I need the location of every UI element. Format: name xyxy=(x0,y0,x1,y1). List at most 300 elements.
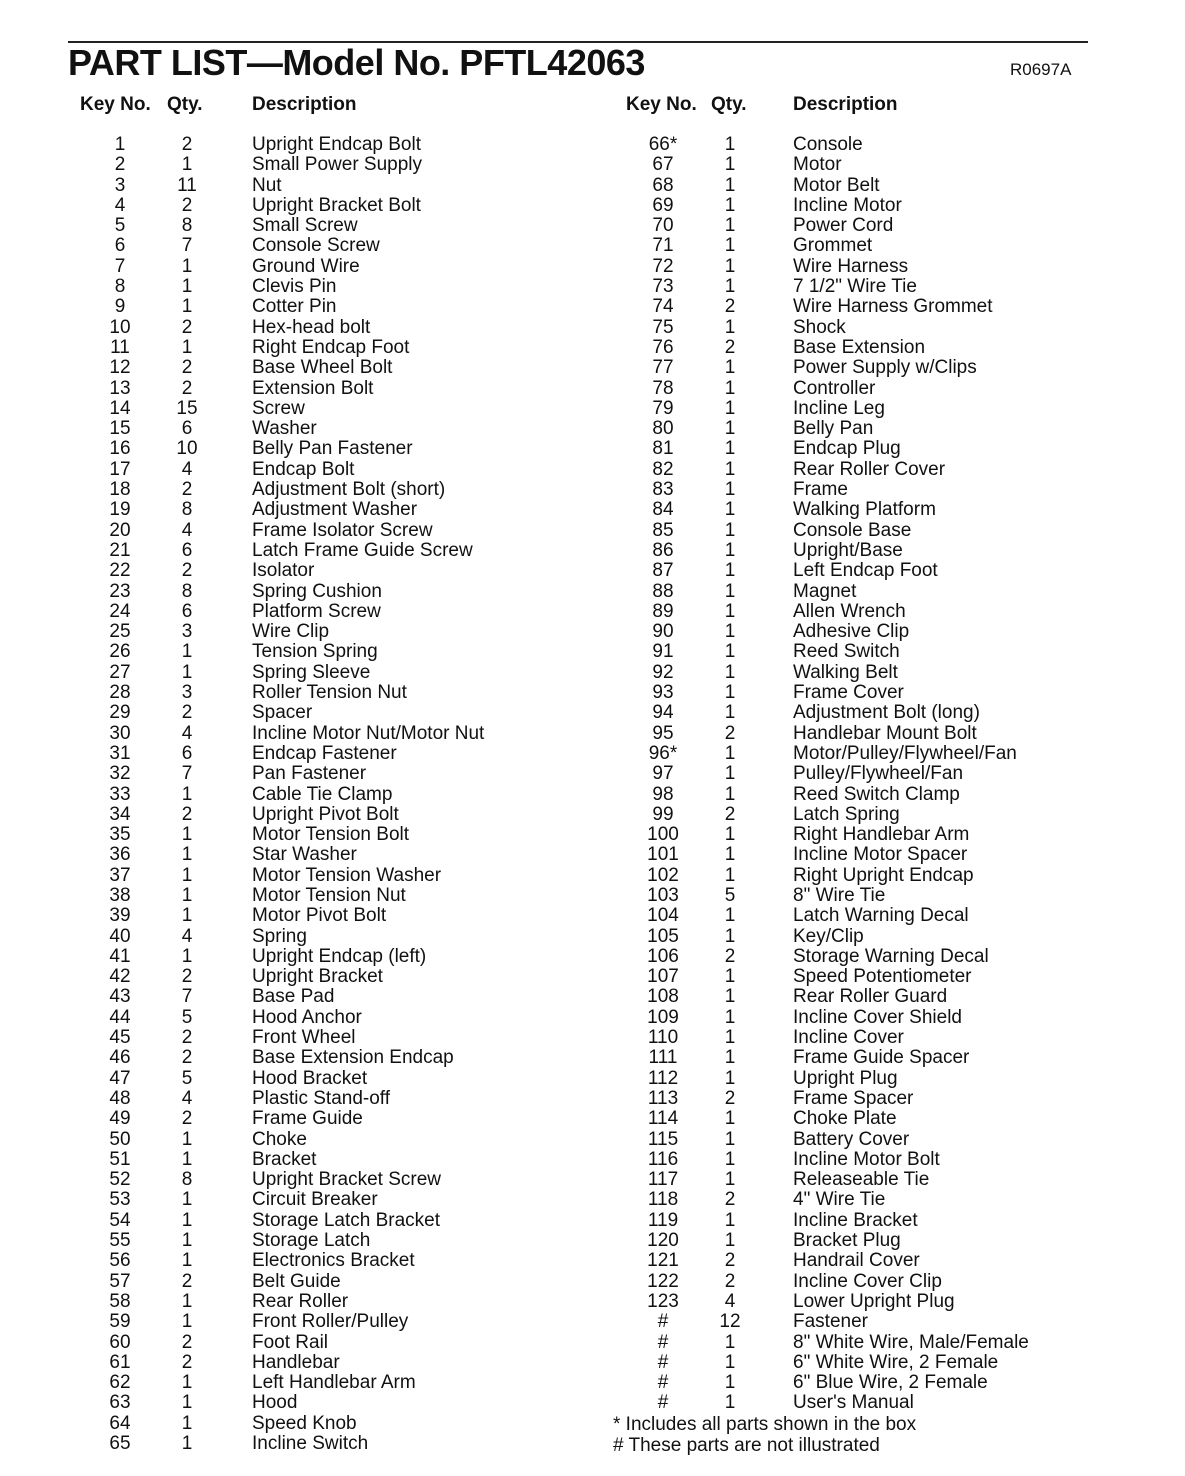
part-qty: 1 xyxy=(724,1209,736,1231)
part-qty: 1 xyxy=(724,316,736,338)
part-description: Rear Roller Guard xyxy=(793,986,948,1008)
part-key-no: 11 xyxy=(110,336,130,358)
part-qty: 2 xyxy=(181,316,193,338)
part-qty: 1 xyxy=(181,1290,193,1312)
part-description: Magnet xyxy=(793,580,857,602)
part-key-no: 46 xyxy=(109,1047,131,1069)
part-description: Console xyxy=(793,134,863,155)
part-key-no: 81 xyxy=(652,438,674,460)
part-description: Storage Latch Bracket xyxy=(252,1209,440,1231)
part-key-no: 9 xyxy=(114,296,126,318)
part-description: Storage Warning Decal xyxy=(793,945,989,967)
part-description: Latch Frame Guide Screw xyxy=(252,539,473,561)
part-key-no: 25 xyxy=(109,621,131,643)
part-key-no: 87 xyxy=(652,560,674,582)
part-qty: 1 xyxy=(724,621,736,643)
part-key-no: 14 xyxy=(109,397,131,419)
part-key-no: 8 xyxy=(114,276,126,298)
part-description: Frame Isolator Screw xyxy=(252,519,433,541)
part-key-no: 109 xyxy=(647,1006,679,1028)
part-key-no: # xyxy=(657,1351,669,1373)
part-key-no: 24 xyxy=(109,600,131,622)
header-key-right: Key No. xyxy=(626,94,697,115)
part-key-no: 56 xyxy=(109,1250,131,1272)
part-qty: 1 xyxy=(724,702,736,724)
part-key-no: 42 xyxy=(109,966,131,988)
part-description: Walking Platform xyxy=(793,499,936,521)
part-description: Motor Tension Nut xyxy=(252,884,406,906)
part-qty: 1 xyxy=(724,1027,736,1049)
part-description: 4" Wire Tie xyxy=(793,1189,886,1211)
header-desc-left: Description xyxy=(252,94,357,115)
part-qty: 8 xyxy=(181,580,193,602)
part-key-no: 85 xyxy=(652,519,674,541)
part-description: Base Extension Endcap xyxy=(252,1047,454,1069)
part-description: Motor Pivot Bolt xyxy=(252,905,387,927)
part-key-no: 50 xyxy=(109,1128,131,1150)
part-description: Right Endcap Foot xyxy=(252,336,410,358)
part-description: Choke xyxy=(252,1128,307,1150)
part-qty: 1 xyxy=(181,945,193,967)
part-qty: 1 xyxy=(724,479,736,501)
part-key-no: 103 xyxy=(647,884,679,906)
part-key-no: 28 xyxy=(109,682,131,704)
part-key-no: 12 xyxy=(109,357,131,379)
part-key-no: 108 xyxy=(647,986,679,1008)
part-qty: 1 xyxy=(724,255,736,277)
part-key-no: 5 xyxy=(114,215,126,237)
part-qty: 1 xyxy=(181,661,193,683)
part-description: Base Pad xyxy=(252,986,335,1008)
part-qty: 1 xyxy=(724,905,736,927)
part-key-no: 38 xyxy=(109,884,131,906)
part-key-no: 107 xyxy=(647,966,679,988)
part-qty: 1 xyxy=(181,1311,193,1333)
part-description: Controller xyxy=(793,377,876,399)
part-description: Walking Belt xyxy=(793,661,898,683)
part-key-no: 123 xyxy=(647,1290,679,1312)
part-key-no: 100 xyxy=(647,824,679,846)
header-qty-right: Qty. xyxy=(711,94,747,115)
part-description: Wire Harness xyxy=(793,255,909,277)
part-description: Belly Pan xyxy=(793,418,874,440)
part-key-no: 95 xyxy=(652,722,674,744)
part-qty: 1 xyxy=(724,1351,736,1373)
part-qty: 2 xyxy=(181,702,193,724)
part-description: 6" Blue Wire, 2 Female xyxy=(793,1372,988,1394)
part-qty: 1 xyxy=(181,1250,193,1272)
part-qty: 7 xyxy=(181,235,193,257)
part-description: Bracket xyxy=(252,1148,317,1170)
part-qty: 2 xyxy=(181,1351,193,1373)
part-qty: 6 xyxy=(181,418,193,440)
part-key-no: 48 xyxy=(109,1087,131,1109)
part-description: Roller Tension Nut xyxy=(252,682,407,704)
part-key-no: 98 xyxy=(652,783,674,805)
part-description: Belly Pan Fastener xyxy=(252,438,413,460)
part-qty: 6 xyxy=(181,742,193,764)
part-qty: 6 xyxy=(181,539,193,561)
part-description: Upright Bracket xyxy=(252,966,383,988)
part-description: Power Supply w/Clips xyxy=(793,357,977,379)
part-qty: 2 xyxy=(724,1270,736,1292)
part-description: Base Wheel Bolt xyxy=(252,357,393,379)
part-key-no: 112 xyxy=(647,1067,679,1089)
part-qty: 4 xyxy=(181,722,193,744)
part-qty: 1 xyxy=(724,1108,736,1130)
part-qty: 2 xyxy=(724,1189,736,1211)
part-qty: 1 xyxy=(724,600,736,622)
part-qty: 1 xyxy=(724,377,736,399)
part-description: Hood Anchor xyxy=(252,1006,362,1028)
part-description: Reed Switch Clamp xyxy=(793,783,960,805)
part-key-no: 20 xyxy=(109,519,131,541)
part-key-no: 1 xyxy=(114,134,126,155)
part-description: Isolator xyxy=(252,560,315,582)
part-description: Lower Upright Plug xyxy=(793,1290,955,1312)
part-qty: 2 xyxy=(181,803,193,825)
part-qty: 1 xyxy=(724,397,736,419)
part-qty: 1 xyxy=(724,682,736,704)
part-key-no: 67 xyxy=(652,154,674,176)
part-qty: 1 xyxy=(724,539,736,561)
part-key-no: 70 xyxy=(652,215,674,237)
part-qty: 10 xyxy=(176,438,198,460)
part-key-no: 53 xyxy=(109,1189,131,1211)
page-title: PART LIST—Model No. PFTL42063 xyxy=(68,42,645,83)
part-description: Frame Spacer xyxy=(793,1087,914,1109)
part-description: Frame Cover xyxy=(793,682,904,704)
part-qty: 2 xyxy=(724,1250,736,1272)
part-qty: 1 xyxy=(181,1128,193,1150)
part-description: Spring Sleeve xyxy=(252,661,371,683)
part-qty: 12 xyxy=(719,1311,741,1333)
part-key-no: 71 xyxy=(652,235,674,257)
part-description: 7 1/2" Wire Tie xyxy=(793,276,917,298)
part-qty: 1 xyxy=(724,742,736,764)
part-key-no: 105 xyxy=(647,925,679,947)
part-description: Circuit Breaker xyxy=(252,1189,378,1211)
part-key-no: 30 xyxy=(109,722,131,744)
part-description: Motor Tension Washer xyxy=(252,864,442,886)
part-qty: 1 xyxy=(181,1412,193,1434)
part-qty: 1 xyxy=(724,1128,736,1150)
part-key-no: 59 xyxy=(109,1311,131,1333)
part-description: Incline Bracket xyxy=(793,1209,918,1231)
part-qty: 4 xyxy=(181,519,193,541)
part-qty: 1 xyxy=(724,864,736,886)
part-key-no: 17 xyxy=(109,458,131,480)
part-description: Latch Warning Decal xyxy=(793,905,969,927)
part-key-no: 94 xyxy=(652,702,674,724)
part-description: Wire Harness Grommet xyxy=(793,296,993,318)
part-qty: 1 xyxy=(724,235,736,257)
part-description: Upright Plug xyxy=(793,1067,898,1089)
part-description: Pan Fastener xyxy=(252,763,367,785)
part-key-no: 3 xyxy=(114,174,126,196)
part-qty: 1 xyxy=(724,1148,736,1170)
part-qty: 1 xyxy=(724,925,736,947)
part-description: Hex-head bolt xyxy=(252,316,371,338)
part-qty: 1 xyxy=(181,1189,193,1211)
part-key-no: 51 xyxy=(109,1148,131,1170)
part-description: Upright Bracket Screw xyxy=(252,1169,442,1191)
part-key-no: 120 xyxy=(647,1230,679,1252)
part-key-no: 118 xyxy=(647,1189,679,1211)
part-description: Endcap Plug xyxy=(793,438,901,460)
part-key-no: 89 xyxy=(652,600,674,622)
part-key-no: 72 xyxy=(652,255,674,277)
part-qty: 7 xyxy=(181,763,193,785)
part-key-no: 21 xyxy=(109,539,131,561)
part-key-no: 114 xyxy=(647,1108,679,1130)
part-qty: 8 xyxy=(181,499,193,521)
part-qty: 15 xyxy=(176,397,198,419)
part-qty: 6 xyxy=(181,600,193,622)
part-key-no: 77 xyxy=(652,357,674,379)
part-description: Screw xyxy=(252,397,305,419)
part-key-no: 44 xyxy=(109,1006,131,1028)
part-key-no: 10 xyxy=(109,316,131,338)
part-qty: 1 xyxy=(724,1372,736,1394)
part-description: Incline Cover xyxy=(793,1027,904,1049)
part-key-no: 117 xyxy=(647,1169,679,1191)
part-key-no: 45 xyxy=(109,1027,131,1049)
part-qty: 1 xyxy=(724,1006,736,1028)
part-key-no: # xyxy=(657,1311,669,1333)
part-key-no: 121 xyxy=(647,1250,679,1272)
part-key-no: 43 xyxy=(109,986,131,1008)
part-qty: 1 xyxy=(724,276,736,298)
part-qty: 8 xyxy=(181,215,193,237)
part-qty: 1 xyxy=(181,276,193,298)
part-key-no: 104 xyxy=(647,905,679,927)
part-description: Belt Guide xyxy=(252,1270,341,1292)
part-key-no: # xyxy=(657,1372,669,1394)
part-description: Hood xyxy=(252,1392,298,1414)
part-qty: 2 xyxy=(181,357,193,379)
part-key-no: 55 xyxy=(109,1230,131,1252)
part-key-no: 33 xyxy=(109,783,131,805)
part-key-no: 115 xyxy=(647,1128,679,1150)
part-key-no: 52 xyxy=(109,1169,131,1191)
part-key-no: 6 xyxy=(114,235,126,257)
part-qty: 1 xyxy=(724,418,736,440)
part-description: Right Upright Endcap xyxy=(793,864,974,886)
part-qty: 1 xyxy=(724,560,736,582)
part-qty: 2 xyxy=(724,336,736,358)
part-qty: 1 xyxy=(181,641,193,663)
part-description: Small Screw xyxy=(252,215,358,237)
part-description: Washer xyxy=(252,418,317,440)
part-description: Pulley/Flywheel/Fan xyxy=(793,763,964,785)
part-qty: 1 xyxy=(724,499,736,521)
footnotes xyxy=(613,1415,916,1456)
part-key-no: 47 xyxy=(109,1067,131,1089)
part-description: Incline Switch xyxy=(252,1433,369,1454)
part-description: Spring Cushion xyxy=(252,580,382,602)
part-key-no: 76 xyxy=(652,336,674,358)
part-description: Ground Wire xyxy=(252,255,360,277)
part-key-no: 15 xyxy=(109,418,131,440)
part-qty: 1 xyxy=(724,1047,736,1069)
part-key-no: 91 xyxy=(652,641,674,663)
part-qty: 1 xyxy=(724,154,736,176)
part-key-no: 84 xyxy=(652,499,674,521)
part-qty: 1 xyxy=(724,357,736,379)
part-qty: 2 xyxy=(181,377,193,399)
part-description: Allen Wrench xyxy=(793,600,906,622)
part-key-no: 73 xyxy=(652,276,674,298)
part-qty: 4 xyxy=(724,1290,736,1312)
part-qty: 1 xyxy=(724,194,736,216)
part-description: Upright Pivot Bolt xyxy=(252,803,399,825)
part-qty: 11 xyxy=(177,174,197,196)
part-qty: 1 xyxy=(181,1433,193,1454)
part-key-no: 110 xyxy=(647,1027,679,1049)
part-key-no: 31 xyxy=(109,742,131,764)
document-code: R0697A xyxy=(1010,60,1072,79)
part-description: Small Power Supply xyxy=(252,154,423,176)
part-description: Incline Motor Bolt xyxy=(793,1148,940,1170)
part-qty: 1 xyxy=(724,519,736,541)
part-key-no: 7 xyxy=(114,255,126,277)
part-qty: 1 xyxy=(724,986,736,1008)
part-key-no: 36 xyxy=(109,844,131,866)
part-qty: 2 xyxy=(724,296,736,318)
part-qty: 2 xyxy=(181,1047,193,1069)
part-key-no: 35 xyxy=(109,824,131,846)
part-description: Tension Spring xyxy=(252,641,378,663)
part-key-no: 32 xyxy=(109,763,131,785)
part-description: Right Handlebar Arm xyxy=(793,824,970,846)
part-qty: 1 xyxy=(724,1169,736,1191)
part-description: Star Washer xyxy=(252,844,357,866)
part-qty: 1 xyxy=(181,1209,193,1231)
part-qty: 1 xyxy=(724,215,736,237)
part-description: Latch Spring xyxy=(793,803,900,825)
part-qty: 1 xyxy=(181,884,193,906)
part-description: Incline Cover Shield xyxy=(793,1006,962,1028)
part-qty: 1 xyxy=(181,296,193,318)
part-key-no: 16 xyxy=(109,438,131,460)
part-key-no: 57 xyxy=(109,1270,131,1292)
part-description: Endcap Bolt xyxy=(252,458,355,480)
part-description: Reed Switch xyxy=(793,641,900,663)
part-description: 6" White Wire, 2 Female xyxy=(793,1351,999,1373)
part-description: Spring xyxy=(252,925,307,947)
part-description: Endcap Fastener xyxy=(252,742,397,764)
part-description: Front Roller/Pulley xyxy=(252,1311,409,1333)
part-description: Incline Motor Nut/Motor Nut xyxy=(252,722,485,744)
part-key-no: 69 xyxy=(652,194,674,216)
part-description: Motor Tension Bolt xyxy=(252,824,410,846)
part-key-no: # xyxy=(657,1331,669,1353)
part-key-no: 101 xyxy=(647,844,679,866)
part-description: Hood Bracket xyxy=(252,1067,368,1089)
part-description: Cable Tie Clamp xyxy=(252,783,393,805)
part-qty: 4 xyxy=(181,458,193,480)
part-description: Speed Potentiometer xyxy=(793,966,972,988)
part-qty: 2 xyxy=(181,1027,193,1049)
part-description: Console Screw xyxy=(252,235,380,257)
part-key-no: 119 xyxy=(647,1209,679,1231)
part-key-no: 99 xyxy=(652,803,674,825)
part-key-no: 61 xyxy=(109,1351,131,1373)
part-qty: 1 xyxy=(724,1331,736,1353)
part-key-no: 34 xyxy=(109,803,131,825)
part-qty: 1 xyxy=(724,580,736,602)
part-description: Power Cord xyxy=(793,215,894,237)
part-key-no: 80 xyxy=(652,418,674,440)
part-qty: 2 xyxy=(181,1270,193,1292)
part-qty: 2 xyxy=(724,722,736,744)
part-key-no: 75 xyxy=(652,316,674,338)
part-description: Cotter Pin xyxy=(252,296,337,318)
header-qty-left: Qty. xyxy=(167,94,203,115)
part-description: Wire Clip xyxy=(252,621,330,643)
part-qty: 2 xyxy=(724,1087,736,1109)
part-description: Key/Clip xyxy=(793,925,864,947)
part-description: Front Wheel xyxy=(252,1027,356,1049)
part-key-no: 37 xyxy=(109,864,131,886)
part-description: Frame Guide Spacer xyxy=(793,1047,970,1069)
footnote-asterisk: * Includes all parts shown in the box xyxy=(613,1414,917,1435)
part-key-no: 26 xyxy=(109,641,131,663)
part-description: Speed Knob xyxy=(252,1412,357,1434)
part-qty: 1 xyxy=(724,438,736,460)
part-key-no: 97 xyxy=(652,763,674,785)
part-qty: 7 xyxy=(181,986,193,1008)
part-key-no: 62 xyxy=(109,1372,131,1394)
part-description: Choke Plate xyxy=(793,1108,897,1130)
part-description: Battery Cover xyxy=(793,1128,910,1150)
part-description: Upright Bracket Bolt xyxy=(252,194,421,216)
part-qty: 2 xyxy=(181,1331,193,1353)
part-key-no: 122 xyxy=(647,1270,679,1292)
part-key-no: 13 xyxy=(109,377,131,399)
part-description: Handlebar Mount Bolt xyxy=(793,722,977,744)
part-description: Incline Motor xyxy=(793,194,902,216)
part-description: Left Handlebar Arm xyxy=(252,1372,416,1394)
part-description: Incline Motor Spacer xyxy=(793,844,968,866)
part-key-no: 39 xyxy=(109,905,131,927)
part-key-no: 78 xyxy=(652,377,674,399)
part-qty: 1 xyxy=(724,661,736,683)
part-description: Adjustment Washer xyxy=(252,499,418,521)
part-description: Extension Bolt xyxy=(252,377,374,399)
part-description: Handrail Cover xyxy=(793,1250,920,1272)
part-qty: 2 xyxy=(724,945,736,967)
part-description: Motor/Pulley/Flywheel/Fan xyxy=(793,742,1017,764)
part-qty: 1 xyxy=(181,1372,193,1394)
part-description: Grommet xyxy=(793,235,873,257)
part-key-no: 86 xyxy=(652,539,674,561)
part-key-no: 113 xyxy=(647,1087,679,1109)
part-key-no: 58 xyxy=(109,1290,131,1312)
part-key-no: 64 xyxy=(109,1412,131,1434)
part-key-no: 41 xyxy=(109,945,131,967)
part-key-no: 63 xyxy=(109,1392,131,1414)
part-qty: 4 xyxy=(181,1087,193,1109)
part-description: Nut xyxy=(252,174,282,196)
part-description: Foot Rail xyxy=(252,1331,329,1353)
part-key-no: 66* xyxy=(648,134,678,155)
part-qty: 1 xyxy=(181,1148,193,1170)
part-description: Rear Roller xyxy=(252,1290,349,1312)
part-qty: 5 xyxy=(724,884,736,906)
part-key-no: 82 xyxy=(652,458,674,480)
